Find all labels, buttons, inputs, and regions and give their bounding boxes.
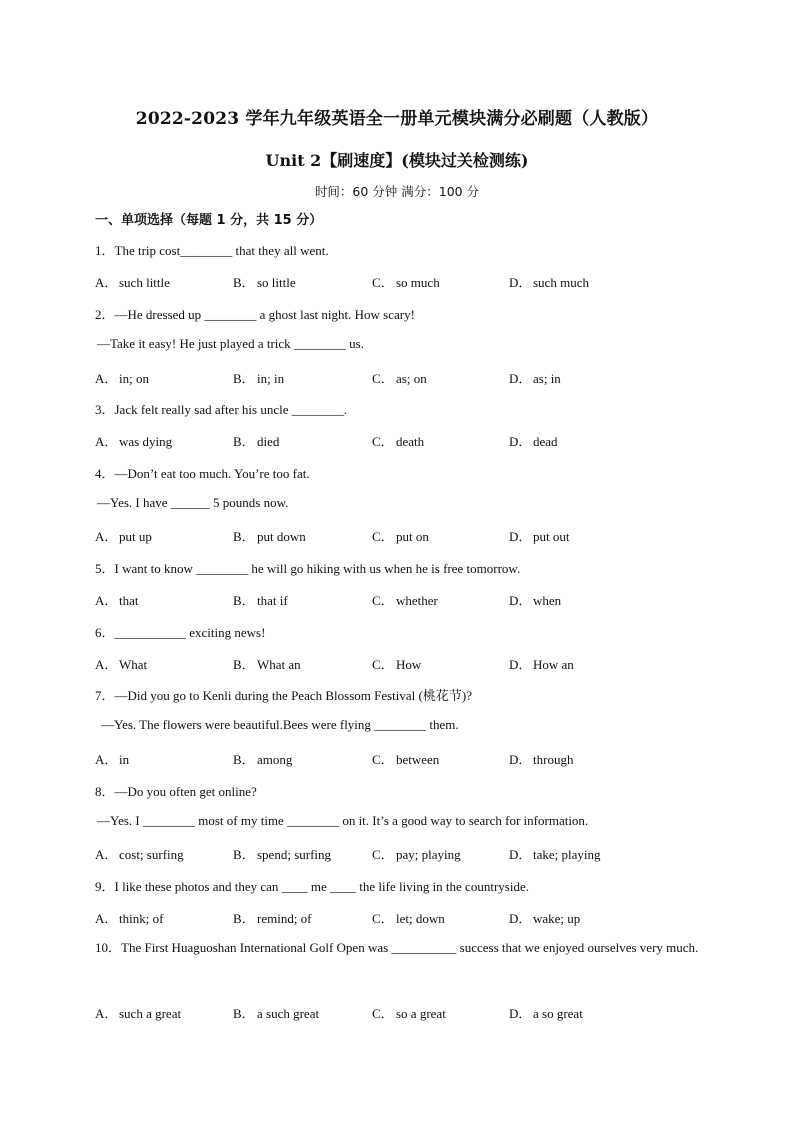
option-c[interactable] [372,1003,446,1022]
section-heading: 一、单项选择（每题 1 分，共 15 分） [95,213,323,228]
option-text: in [119,752,130,767]
option-b[interactable] [233,526,306,545]
option-key: A． [95,434,118,449]
option-text: cost; surfing [119,847,184,862]
option-text: among [257,752,293,767]
option-key: A． [95,371,118,386]
option-text: spend; surfing [257,847,332,862]
question-1-text: 1．The trip cost________ that they all went. [95,243,329,258]
option-c[interactable] [372,908,445,927]
option-d[interactable] [509,368,561,387]
option-text: whether [396,593,438,608]
option-c[interactable] [372,431,424,450]
option-key: D． [509,847,532,862]
option-b[interactable] [233,654,301,673]
option-key: C． [372,371,394,386]
option-key: B． [233,529,255,544]
option-text: wake; up [533,911,581,926]
option-text: What [119,657,148,672]
option-key: B． [233,371,255,386]
option-c[interactable] [372,272,440,291]
option-key: A． [95,275,118,290]
option-text: put out [533,529,570,544]
option-key: C． [372,847,394,862]
option-text: think; of [119,911,164,926]
option-text: in; on [119,371,149,386]
question-6-text: 6．___________ exciting news! [95,625,266,640]
option-b[interactable] [233,749,292,768]
option-key: B． [233,593,255,608]
option-text: as; on [396,371,427,386]
option-text: How an [533,657,574,672]
option-d[interactable] [509,272,589,291]
question-2-options [95,368,715,388]
option-text: died [257,434,280,449]
option-text: put on [396,529,429,544]
option-key: D． [509,911,532,926]
option-key: A． [95,752,118,767]
option-text: when [533,593,562,608]
question-6-options [95,654,715,674]
option-text: remind; of [257,911,312,926]
option-key: B． [233,752,255,767]
option-key: D． [509,1006,532,1021]
option-key: D． [509,529,532,544]
option-a[interactable] [95,590,139,609]
option-a[interactable] [95,844,184,863]
option-a[interactable] [95,368,149,387]
question-7-reply: —Yes. The flowers were beautiful.Bees were flying ________ them. [101,717,459,732]
question-7-options [95,749,715,769]
option-key: D． [509,752,532,767]
option-key: D． [509,371,532,386]
option-key: C． [372,752,394,767]
option-b[interactable] [233,908,312,927]
option-b[interactable] [233,844,331,863]
option-text: let; down [396,911,445,926]
option-key: B． [233,434,255,449]
option-c[interactable] [372,590,438,609]
option-a[interactable] [95,749,129,768]
option-d[interactable] [509,844,601,863]
option-a[interactable] [95,526,152,545]
question-5-text: 5．I want to know ________ he will go hiking with us when he is free tomorrow. [95,561,521,576]
option-c[interactable] [372,749,439,768]
option-key: D． [509,593,532,608]
question-5-options [95,590,715,610]
option-key: D． [509,434,532,449]
question-8-reply: —Yes. I ________ most of my time ________ on it. It’s a good way to search for information. [97,813,589,828]
option-key: C． [372,275,394,290]
option-key: C． [372,593,394,608]
option-text: such much [533,275,589,290]
option-key: B． [233,1006,255,1021]
question-10-options [95,1003,715,1023]
option-text: dead [533,434,558,449]
question-8-text: 8．—Do you often get online? [95,784,257,799]
option-text: as; in [533,371,561,386]
option-d[interactable] [509,590,561,609]
option-text: such a great [119,1006,182,1021]
option-key: C． [372,529,394,544]
option-d[interactable] [509,749,573,768]
question-4-text: 4．—Don’t eat too much. You’re too fat. [95,466,310,481]
option-key: C． [372,434,394,449]
option-text: such little [119,275,170,290]
option-key: A． [95,1006,118,1021]
question-2-text: 2．—He dressed up ________ a ghost last night. How scary! [95,307,415,322]
document-subtitle: Unit 2【刷速度】(模块过关检测练) [265,151,529,170]
option-key: A． [95,911,118,926]
option-c[interactable] [372,526,429,545]
option-text: How [396,657,422,672]
option-text: so much [396,275,440,290]
option-key: A． [95,657,118,672]
option-key: A． [95,593,118,608]
option-key: C． [372,657,394,672]
question-8-options [95,844,715,864]
option-text: death [396,434,425,449]
option-text: put up [119,529,152,544]
question-7-text: 7．—Did you go to Kenli during the Peach Blossom Festival (桃花节)? [95,688,472,703]
option-key: A． [95,847,118,862]
option-text: in; in [257,371,285,386]
option-a[interactable] [95,1003,181,1022]
option-c[interactable] [372,844,461,863]
option-text: put down [257,529,306,544]
question-2-reply: —Take it easy! He just played a trick ________ us. [97,336,364,351]
option-b[interactable] [233,590,288,609]
option-text: a so great [533,1006,583,1021]
option-key: B． [233,275,255,290]
option-key: A． [95,529,118,544]
option-text: was dying [119,434,173,449]
option-text: take; playing [533,847,601,862]
option-b[interactable] [233,1003,319,1022]
option-text: so a great [396,1006,446,1021]
option-a[interactable] [95,654,147,673]
question-4-reply: —Yes. I have ______ 5 pounds now. [97,495,289,510]
option-text: that [119,593,139,608]
option-d[interactable] [509,654,574,673]
option-d[interactable] [509,431,558,450]
question-9-text: 9．I like these photos and they can ____ me ____ the life living in the countryside. [95,879,529,894]
option-text: between [396,752,440,767]
option-key: C． [372,1006,394,1021]
question-3-text: 3．Jack felt really sad after his uncle ________. [95,402,347,417]
option-key: B． [233,911,255,926]
option-d[interactable] [509,1003,583,1022]
option-b[interactable] [233,368,284,387]
option-text: pay; playing [396,847,461,862]
option-text: through [533,752,574,767]
question-3-options [95,431,715,451]
option-d[interactable] [509,526,569,545]
question-9-options [95,908,715,928]
option-key: B． [233,847,255,862]
option-c[interactable] [372,654,421,673]
option-text: What an [257,657,301,672]
document-title: 2022-2023 学年九年级英语全一册单元模块满分必刷题（人教版） [135,109,659,129]
question-4-options [95,526,715,546]
option-key: D． [509,657,532,672]
question-1-options [95,272,715,292]
option-b[interactable] [233,272,296,291]
option-b[interactable] [233,431,279,450]
option-text: a such great [257,1006,320,1021]
question-10-text: 10．The First Huaguoshan International Golf Open was __________ success that we enjoyed ourselves very much. [95,940,699,955]
option-key: D． [509,275,532,290]
option-a[interactable] [95,908,163,927]
option-key: B． [233,657,255,672]
option-c[interactable] [372,368,427,387]
exam-meta: 时间：60 分钟 满分：100 分 [314,184,480,199]
option-key: C． [372,911,394,926]
option-a[interactable] [95,431,172,450]
option-d[interactable] [509,908,580,927]
option-a[interactable] [95,272,170,291]
option-text: that if [257,593,288,608]
option-text: so little [257,275,296,290]
